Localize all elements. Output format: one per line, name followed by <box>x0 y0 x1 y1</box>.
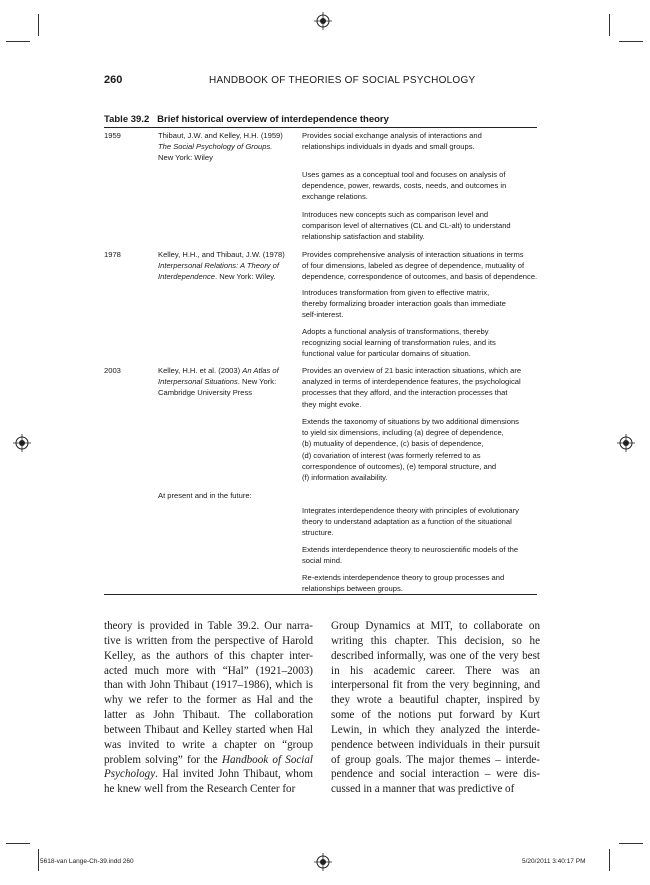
table-bottom-rule <box>104 594 537 595</box>
table-caption: Table 39.2 Brief historical overview of interdependence theory <box>104 114 389 125</box>
running-title: HANDBOOK OF THEORIES OF SOCIAL PSYCHOLOGY <box>209 75 476 86</box>
table-description: Introduces transformation from given to effective matrix, thereby formalizing broader interaction goals than immediate self-interest. <box>302 288 506 320</box>
table-description: Extends interdependence theory to neuroscientific models of the social mind. <box>302 545 519 566</box>
table-year: 2003 <box>104 366 121 375</box>
table-description: Integrates interdependence theory with principles of evolutionary theory to understand adaptation as a function of the situational structure. <box>302 506 519 538</box>
crop-mark <box>619 843 643 844</box>
table-description: Extends the taxonomy of situations by two additional dimensions to yield six dimensions, including (a) degree of dependence, (b) mutuality of dependence, (c) basis of dependence, (d) covariation of interest (was formerly referred to as correspondence of outcomes), (e) temporal structure, and (f) information availability. <box>302 417 519 483</box>
table-reference: Kelley, H.H., and Thibaut, J.W. (1978) Interpersonal Relations: A Theory of Interdependence. New York: Wiley. <box>158 250 285 282</box>
table-description: Provides an overview of 21 basic interaction situations, which are analyzed in terms of interdependence features, the psychological processes that they afford, and the interaction processes that they might evoke. <box>302 366 522 409</box>
table-top-rule <box>104 127 537 128</box>
crop-mark <box>38 849 39 871</box>
table-reference: Kelley, H.H. et al. (2003) An Atlas of Interpersonal Situations. New York: Cambridge University Press <box>158 366 279 398</box>
footer-file-slug: 5618-van Lange-Ch-39.indd 260 <box>40 858 134 865</box>
table-year: 1959 <box>104 131 121 140</box>
crop-mark <box>609 14 610 36</box>
table-description: Adopts a functional analysis of transformations, thereby recognizing social learning of transformation rules, and its functional value for particular domains of situation. <box>302 327 496 359</box>
registration-mark-icon <box>314 12 332 30</box>
body-column-right: Group Dynamics at MIT, to collaborate on writing this chapter. This decision, so he described informally, was one of the very best in his academic career. There was an interpersonal fit from the very beginning, and they wrote a beautiful chapter, inspired by some of the notions put forward by Kurt Lewin, in which they analyzed the interde-pendence between individuals in their pursuit of group goals. The major themes – interde-pendence and social interaction – were dis-cussed in a manner that was predictive of <box>331 620 540 796</box>
registration-mark-icon <box>13 434 31 452</box>
table-year: 1978 <box>104 250 121 259</box>
crop-mark <box>619 41 643 42</box>
footer-timestamp: 5/20/2011 3:40:17 PM <box>522 858 586 865</box>
page-number: 260 <box>104 74 123 86</box>
crop-mark <box>6 41 30 42</box>
table-description: Provides social exchange analysis of interactions and relationships individuals in dyads and small groups. <box>302 131 482 152</box>
body-column-left: theory is provided in Table 39.2. Our narra-tive is written from the perspective of Harold Kelley, as the authors of this chapter inter-acted much more with “Hal” (1921–2003) than with John Thibaut (1917–1986), which is why we refer to the former as Hal and the latter as John Thibaut. The collaboration between Thibaut and Kelley started when Hal was invited to write a chapter on “group problem solving” for the Handbook of Social Psychology. Hal invited John Thibaut, whom he knew well from the Research Center for <box>104 620 313 796</box>
crop-mark <box>38 14 39 36</box>
crop-mark <box>609 849 610 871</box>
registration-mark-icon <box>617 434 635 452</box>
table-description: Uses games as a conceptual tool and focuses on analysis of dependence, power, rewards, costs, needs, and outcomes in exchange relations. <box>302 170 507 202</box>
table-description: Re-extends interdependence theory to group processes and relationships between groups. <box>302 573 505 594</box>
crop-mark <box>6 843 30 844</box>
table-reference: At present and in the future: <box>158 491 252 500</box>
table-reference: Thibaut, J.W. and Kelley, H.H. (1959) The Social Psychology of Groups. New York: Wiley <box>158 131 283 163</box>
registration-mark-icon <box>314 853 332 871</box>
table-description: Introduces new concepts such as comparison level and comparison level of alternatives (CL and CL-alt) to understand relationship satisfaction and stability. <box>302 210 511 242</box>
table-description: Provides comprehensive analysis of interaction situations in terms of four dimensions, labeled as degree of dependence, mutuality of dependence, correspondence of outcomes, and basis of dependence. <box>302 250 538 282</box>
